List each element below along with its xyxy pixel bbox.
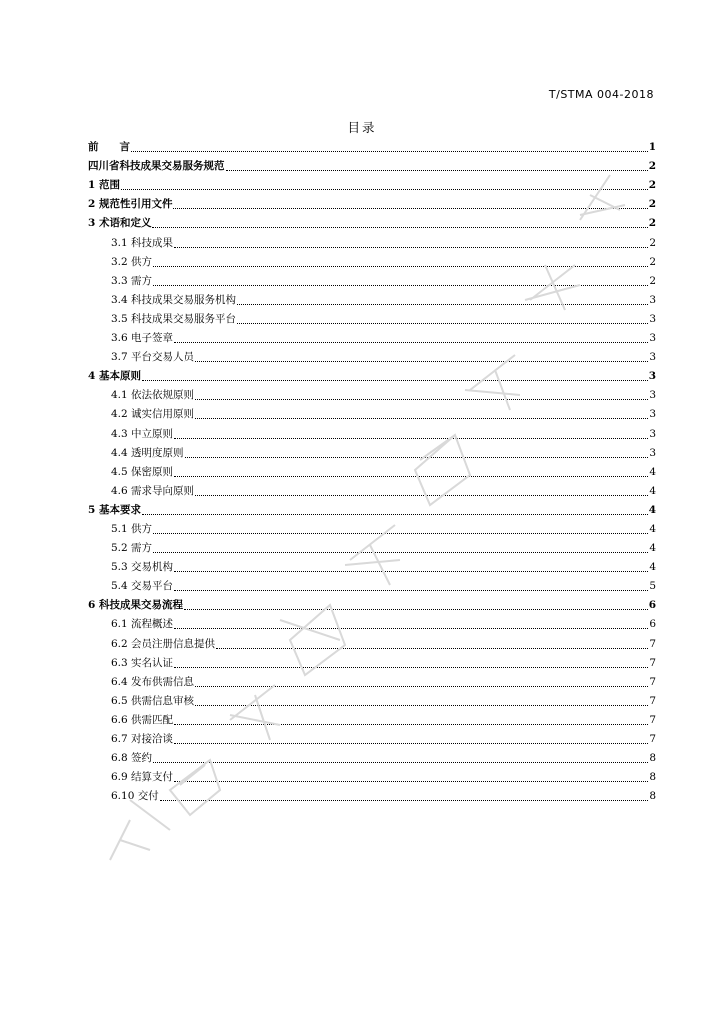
toc-entry[interactable]	[88, 711, 656, 730]
toc-entry-label: 6.5 供需信息审核	[111, 694, 195, 707]
toc-dot-leader	[184, 609, 648, 610]
toc-dot-leader	[237, 323, 648, 324]
toc-page-number: 3	[649, 312, 656, 325]
toc-dot-leader	[174, 438, 648, 439]
toc-dot-leader	[160, 800, 649, 801]
toc-page-number: 2	[649, 236, 656, 249]
toc-page-number: 3	[649, 332, 656, 345]
toc-entry[interactable]	[88, 195, 656, 214]
toc-entry-label: 6.4 发布供需信息	[111, 675, 195, 688]
toc-page-number: 3	[649, 408, 656, 421]
toc-dot-leader	[237, 304, 648, 305]
toc-page-number: 5	[649, 580, 656, 593]
toc-page-number: 2	[648, 160, 656, 173]
toc-entry[interactable]	[88, 463, 656, 482]
toc-dot-leader	[216, 648, 648, 649]
toc-page-number: 8	[649, 771, 656, 784]
toc-dot-leader	[174, 724, 648, 725]
toc-page-number: 8	[649, 752, 656, 765]
toc-page-number: 2	[648, 179, 656, 192]
toc-entry-label: 6.7 对接洽谈	[111, 733, 174, 745]
toc-entry-label: 3.1 科技成果	[111, 236, 174, 249]
toc-dot-leader	[153, 762, 648, 763]
toc-entry[interactable]	[88, 558, 656, 577]
toc-dot-leader	[174, 781, 648, 782]
toc-entry[interactable]	[88, 520, 656, 539]
toc-page-number: 7	[649, 694, 656, 707]
toc-dot-leader	[195, 418, 648, 419]
toc-entry-label: 4.6 需求导向原则	[111, 484, 195, 497]
toc-entry[interactable]	[88, 730, 656, 749]
toc-dot-leader	[121, 189, 648, 190]
toc-entry[interactable]	[88, 673, 656, 692]
toc-page-number: 3	[649, 293, 656, 306]
toc-entry[interactable]	[88, 768, 656, 787]
toc-entry[interactable]	[88, 615, 656, 634]
toc-page-number: 6	[649, 618, 656, 631]
toc-entry-label: 3.3 需方	[111, 274, 153, 287]
toc-page-number: 8	[649, 790, 656, 803]
toc-entry[interactable]	[88, 634, 656, 653]
toc-entry-label: 6.6 供需匹配	[111, 713, 174, 726]
toc-entry[interactable]	[88, 386, 656, 405]
toc-dot-leader	[195, 686, 648, 687]
toc-page-number: 4	[649, 522, 656, 535]
toc-entry[interactable]	[88, 233, 656, 252]
toc-entry[interactable]	[88, 367, 656, 386]
toc-entry[interactable]	[88, 348, 656, 367]
toc-entry[interactable]	[88, 787, 656, 806]
toc-entry[interactable]	[88, 539, 656, 558]
toc-entry-label: 4.2 诚实信用原则	[111, 408, 195, 421]
toc-page-number: 3	[648, 370, 656, 383]
toc-entry-label: 5.3 交易机构	[111, 561, 174, 574]
toc-page-number: 7	[649, 713, 656, 726]
toc-dot-leader	[142, 514, 648, 515]
toc-entry-label: 前 言	[88, 141, 130, 154]
toc-entry[interactable]	[88, 444, 656, 463]
toc-entry[interactable]	[88, 424, 656, 443]
toc-dot-leader	[174, 247, 648, 248]
toc-dot-leader	[153, 552, 648, 553]
toc-dot-leader	[153, 285, 648, 286]
toc-dot-leader	[195, 705, 648, 706]
toc-entry-label: 5.4 交易平台	[111, 580, 174, 593]
toc-dot-leader	[131, 151, 648, 152]
toc-entry-label: 6.2 会员注册信息提供	[111, 637, 216, 650]
toc-entry-label: 4.4 透明度原则	[111, 446, 184, 459]
toc-entry-label: 3.7 平台交易人员	[111, 351, 195, 364]
toc-dot-leader	[174, 628, 648, 629]
toc-entry[interactable]	[88, 310, 656, 329]
toc-entry-label: 3.5 科技成果交易服务平台	[111, 312, 237, 325]
toc-entry[interactable]	[88, 577, 656, 596]
toc-entry-label: 6.1 流程概述	[111, 618, 174, 631]
toc-page-number: 7	[649, 637, 656, 650]
toc-entry[interactable]	[88, 654, 656, 673]
toc-entry[interactable]	[88, 291, 656, 310]
toc-entry-label: 4.1 依法依规原则	[111, 389, 195, 402]
toc-entry-label: 2 规范性引用文件	[88, 198, 173, 211]
toc-entry-label: 6.8 签约	[111, 752, 153, 765]
toc-page-number: 3	[649, 389, 656, 402]
toc-entry-label: 1 范围	[88, 179, 120, 192]
toc-page-number: 4	[648, 503, 656, 516]
toc-page-number: 4	[649, 542, 656, 555]
toc-title: 目录	[347, 120, 377, 135]
toc-page-number: 3	[649, 446, 656, 459]
toc-entry[interactable]	[88, 214, 656, 233]
toc-entry-label: 5.2 需方	[111, 542, 153, 555]
toc-dot-leader	[174, 667, 648, 668]
toc-dot-leader	[195, 495, 648, 496]
toc-entry[interactable]	[88, 272, 656, 291]
toc-entry-label: 3.6 电子签章	[111, 332, 174, 345]
toc-dot-leader	[195, 399, 648, 400]
toc-entry-label: 6.9 结算支付	[111, 771, 174, 784]
toc-dot-leader	[174, 342, 648, 343]
toc-dot-leader	[174, 571, 648, 572]
toc-dot-leader	[174, 476, 648, 477]
toc-entry[interactable]	[88, 329, 656, 348]
toc-entry-label: 6.3 实名认证	[111, 656, 174, 669]
toc-page-number: 4	[649, 484, 656, 497]
toc-entry-label: 6.10 交付	[111, 790, 159, 803]
toc-page-number: 3	[649, 427, 656, 440]
document-code: T/STMA 004-2018	[548, 88, 654, 101]
toc-dot-leader	[226, 170, 648, 171]
toc-dot-leader	[174, 590, 648, 591]
toc-entry[interactable]	[88, 176, 656, 195]
toc-entry-label: 5 基本要求	[88, 503, 141, 516]
toc-entry-label: 四川省科技成果交易服务规范	[88, 160, 225, 173]
toc-entry-label: 5.1 供方	[111, 522, 153, 535]
toc-page-number: 7	[649, 656, 656, 669]
toc-entry[interactable]	[88, 405, 656, 424]
toc-page-number: 6	[648, 599, 656, 612]
toc-page-number: 2	[649, 274, 656, 287]
toc-page-number: 2	[649, 255, 656, 268]
toc-page-number: 1	[648, 141, 656, 154]
toc-page-number: 7	[649, 675, 656, 688]
toc-dot-leader	[173, 208, 647, 209]
toc-entry[interactable]	[88, 482, 656, 501]
table-of-contents	[88, 138, 656, 806]
toc-entry-label: 3 术语和定义	[88, 217, 152, 230]
toc-entry-label: 4.3 中立原则	[111, 427, 174, 440]
toc-entry[interactable]	[88, 138, 656, 157]
toc-page-number: 4	[649, 465, 656, 478]
toc-page-number: 3	[649, 351, 656, 364]
toc-page-number: 2	[648, 198, 656, 211]
watermark-glyph-1	[110, 800, 170, 860]
toc-entry[interactable]	[88, 501, 656, 520]
toc-entry[interactable]	[88, 253, 656, 272]
toc-dot-leader	[174, 743, 648, 744]
toc-entry-label: 3.4 科技成果交易服务机构	[111, 293, 237, 306]
toc-entry[interactable]	[88, 596, 656, 615]
toc-entry[interactable]	[88, 157, 656, 176]
toc-page-number: 2	[648, 217, 656, 230]
toc-entry-label: 3.2 供方	[111, 255, 153, 268]
toc-entry[interactable]	[88, 692, 656, 711]
toc-page-number: 7	[649, 733, 656, 745]
toc-entry-label: 4.5 保密原则	[111, 465, 174, 478]
toc-dot-leader	[153, 533, 648, 534]
toc-entry-label: 4 基本原则	[88, 370, 141, 383]
toc-entry[interactable]	[88, 749, 656, 768]
toc-dot-leader	[153, 266, 648, 267]
toc-dot-leader	[142, 380, 648, 381]
toc-entry-label: 6 科技成果交易流程	[88, 599, 183, 612]
toc-dot-leader	[195, 361, 648, 362]
toc-page-number: 4	[649, 561, 656, 574]
toc-dot-leader	[185, 457, 649, 458]
toc-dot-leader	[152, 227, 647, 228]
